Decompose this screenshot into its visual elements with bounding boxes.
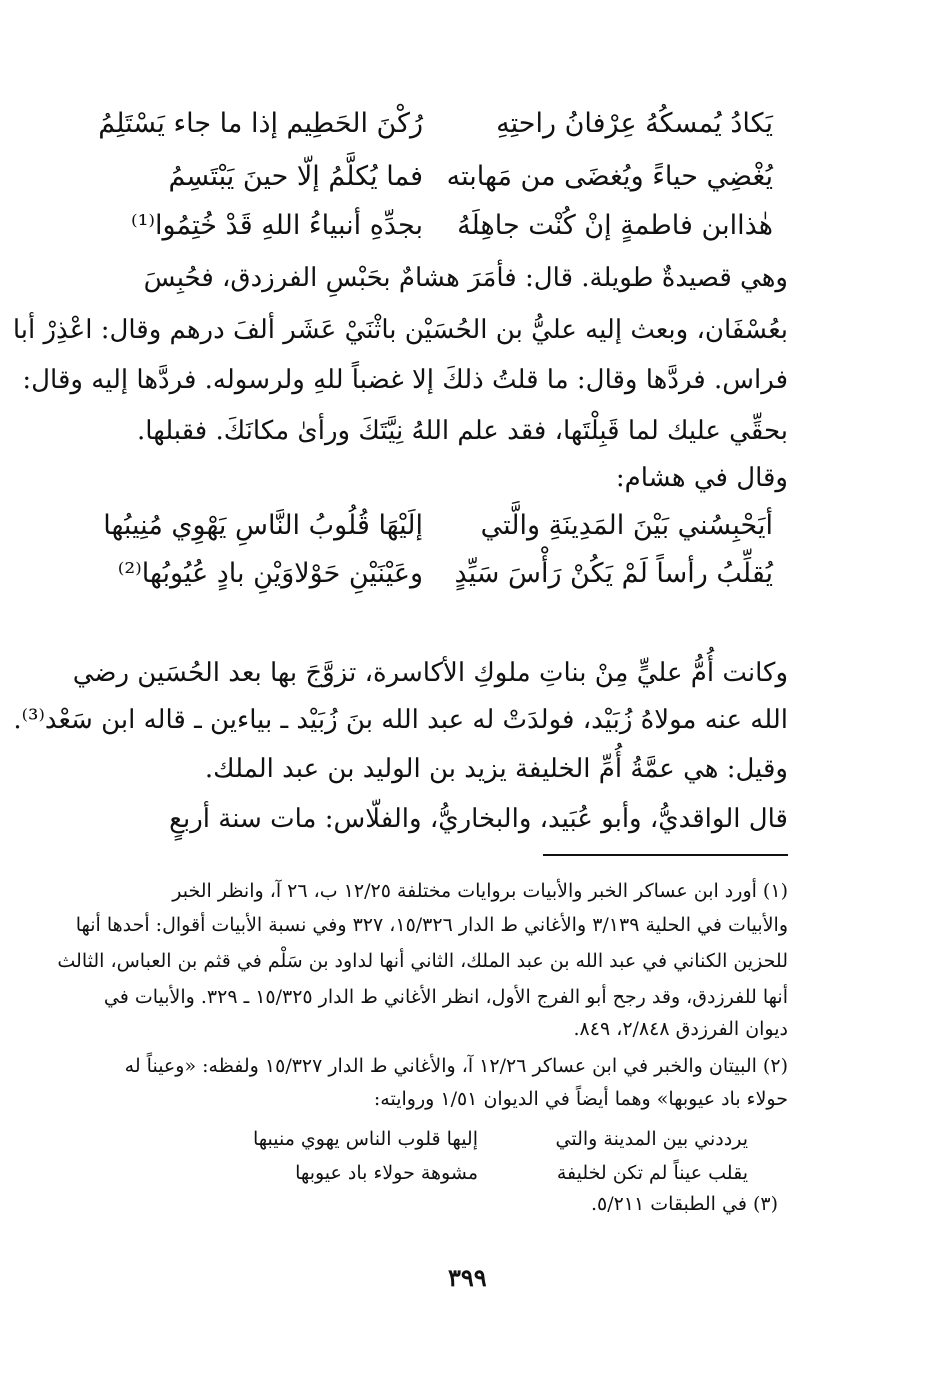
- poem-line: [103, 510, 773, 546]
- poem-line: [98, 108, 773, 144]
- footnote-line: للحزين الكناني في عبد الله بن عبد الملك، الثاني أنها لداود بن سَلْم في قثم بن العباس، الثالث: [57, 950, 788, 972]
- paragraph-line: بعُسْفَان، وبعث إليه عليُّ بن الحُسَيْن باثْنَيْ عَشَر ألفَ درهم وقال: اعْذِرْ أبا: [12, 315, 788, 345]
- poem-line: [130, 210, 773, 246]
- hemistich-first: يقلب عيناً لم تكن لخليفة: [556, 1162, 748, 1184]
- hemistich-first: هٰذاابن فاطمةٍ إنْ كُنْت جاهِلَهُ: [457, 210, 773, 241]
- footnote-line: ديوان الفرزدق ٢/٨٤٨، ٨٤٩.: [573, 1018, 788, 1040]
- poem-line: [117, 558, 773, 594]
- footnote-line: (٢) البيتان والخبر في ابن عساكر ١٢/٢٦ آ، والأغاني ط الدار ١٥/٣٢٧ ولفظه: «وعيناً له: [124, 1055, 788, 1077]
- hemistich-second: إلَيْهَا قُلُوبُ النَّاسِ يَهْوِي مُنِيبُها: [103, 510, 423, 541]
- verse-intro: وقال في هشام:: [615, 463, 788, 493]
- hemistich-first: يُغْضِي حياءً ويُغضَى من مَهابته: [446, 161, 773, 192]
- footnote-line: (١) أورد ابن عساكر الخبر والأبيات بروايات مختلفة ١٢/٢٥ ب، ٢٦ آ، وانظر الخبر: [172, 880, 788, 902]
- paragraph-line: وكانت أُمُّ عليٍّ مِنْ بناتِ ملوكِ الأكاسرة، تزوَّجَ بها بعد الحُسَين رضي: [72, 658, 788, 688]
- paragraph-line: فراس. فردَّها وقال: ما قلتُ ذلكَ إلا غضباً للهِ ولرسوله. فردَّها إليه وقال:: [22, 365, 788, 395]
- footnote-divider: [543, 854, 788, 856]
- footnote-verse: [188, 1162, 748, 1188]
- footnote-line: أنها للفرزدق، وقد رجح أبو الفرج الأول، انظر الأغاني ط الدار ١٥/٣٢٥ ـ ٣٢٩. والأبيات في: [103, 986, 788, 1008]
- footnote-verse: [188, 1128, 748, 1154]
- footnote-line: والأبيات في الحلية ٣/١٣٩ والأغاني ط الدار ١٥/٣٢٦، ٣٢٧ وفي نسبة الأبيات أقوال: أحدها أنها: [75, 914, 788, 936]
- paragraph-line: قال الواقديُّ، وأبو عُبَيد، والبخاريُّ، والفلّاس: مات سنة أربعٍ: [169, 804, 788, 834]
- footnote-line: حولاء باد عيوبها» وهما أيضاً في الديوان ١/٥١ وروايته:: [373, 1088, 788, 1110]
- hemistich-second: إليها قلوب الناس يهوي منيبها: [252, 1128, 478, 1150]
- paragraph-line: وقيل: هي عمَّةُ أُمِّ الخليفة يزيد بن الوليد بن عبد الملك.: [204, 754, 788, 784]
- paragraph-line: الله عنه مولاهُ زُبَيْد، فولدَتْ له عبد الله بنَ زُبَيْد ـ بياءين ـ قاله ابن سَعْد⁽³⁾.: [13, 705, 788, 735]
- hemistich-second: رُكْنَ الحَطِيم إذا ما جاء يَسْتَلِمُ: [98, 108, 423, 139]
- hemistich-second: فما يُكلَّمُ إلّا حينَ يَبْتَسِمُ: [168, 161, 423, 192]
- hemistich-first: يرددني بين المدينة والتي: [555, 1128, 748, 1150]
- footnote-line: (٣) في الطبقات ٥/٢١١.: [590, 1193, 778, 1215]
- hemistich-first: أيَحْبِسُني بَيْنَ المَدِينَةِ والَّتي: [480, 510, 773, 541]
- page-number: ٣٩٩: [448, 1263, 487, 1292]
- poem-line: [168, 161, 773, 197]
- paragraph-line: بحقِّي عليك لما قَبِلْتَها، فقد علم اللهُ نِيَّتَكَ ورأىٰ مكانَكَ. فقبلها.: [137, 416, 788, 446]
- hemistich-second: وعَيْنَيْنِ حَوْلاوَيْنِ بادٍ عُيُوبُها⁽²⁾: [117, 558, 423, 589]
- hemistich-first: يُقلِّبُ رأساً لَمْ يَكُنْ رَأْسَ سَيِّدٍ: [454, 558, 773, 589]
- hemistich-second: مشوهة حولاء باد عيوبها: [295, 1162, 478, 1184]
- hemistich-first: يَكادُ يُمسكُهُ عِرْفانُ راحتِهِ: [496, 108, 773, 139]
- paragraph-line: وهي قصيدةٌ طويلة. قال: فأمَرَ هشامٌ بحَبْسِ الفرزدق، فحُبِسَ: [143, 263, 788, 293]
- hemistich-second: بجدِّهِ أنبياءُ اللهِ قَدْ خُتِمُوا⁽¹⁾: [130, 210, 423, 241]
